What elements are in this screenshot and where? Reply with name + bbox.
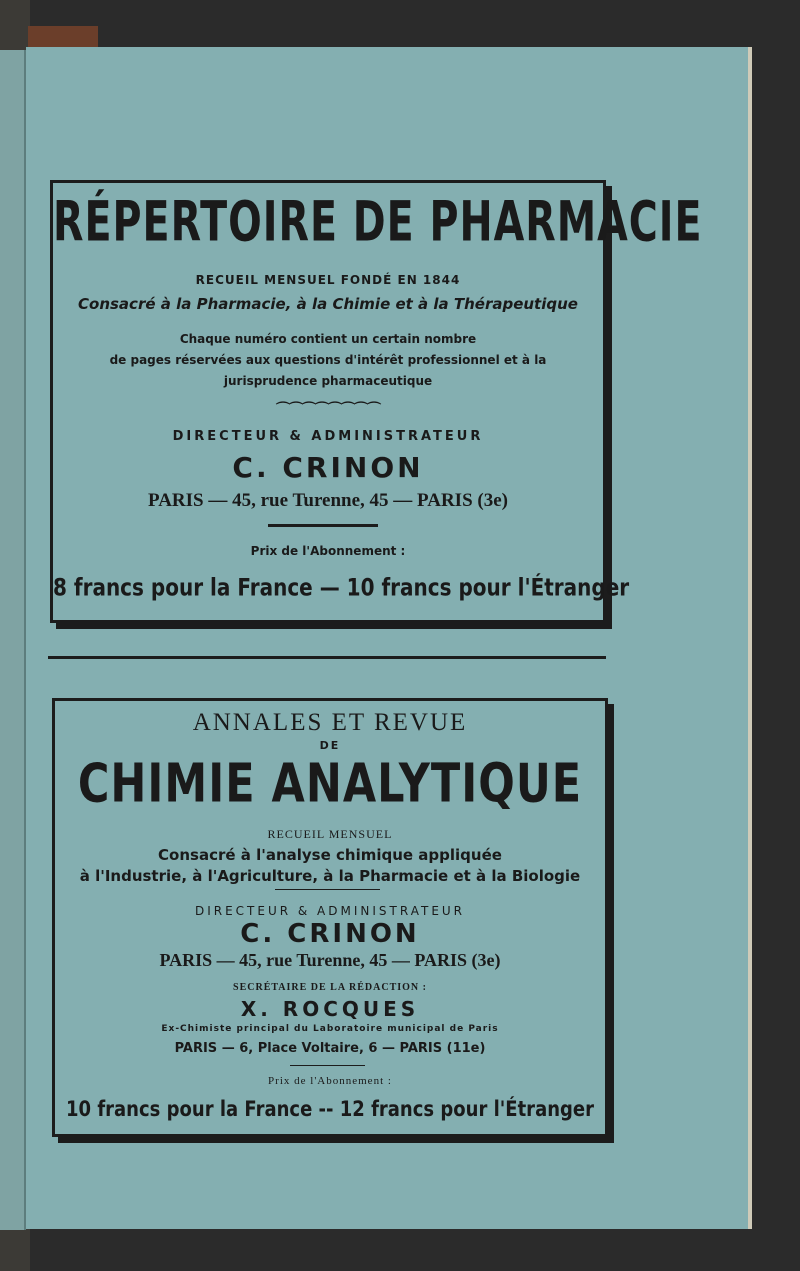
ad1-price: 8 francs pour la France — 10 francs pour l'Étranger [53, 572, 630, 602]
ad2-address: PARIS — 45, rue Turenne, 45 — PARIS (3e) [159, 950, 501, 970]
ad1-rule [268, 524, 378, 527]
previous-page-edge [0, 50, 26, 1230]
ad2-secretary-address: PARIS — 6, Place Voltaire, 6 — PARIS (11e) [174, 1041, 486, 1056]
ad1-role: DIRECTEUR & ADMINISTRATEUR [172, 429, 484, 444]
ad2-secretary-role: SECRÉTAIRE DE LA RÉDACTION : [233, 982, 427, 993]
ad1-description-line3: jurisprudence pharmaceutique [223, 374, 433, 388]
ad2-tagline-line1: Consacré à l'analyse chimique appliquée [158, 846, 502, 864]
page [26, 47, 752, 1229]
ad2-role: DIRECTEUR & ADMINISTRATEUR [194, 904, 466, 918]
ad2-tagline-line2: à l'Industrie, à l'Agriculture, à la Pharmacie et à la Biologie [79, 867, 581, 885]
advertisement-chimie-analytique [52, 698, 608, 1137]
ad2-rule-1 [275, 889, 380, 890]
ad2-director-name: C. CRINON [240, 919, 420, 949]
ad1-title: RÉPERTOIRE DE PHARMACIE [53, 190, 703, 255]
ad2-secretary-name: X. ROCQUES [240, 997, 420, 1021]
ad2-title-main: CHIMIE ANALYTIQUE [77, 752, 583, 816]
ornament-divider: ⌒⌒⌒⌒⌒⌒⌒⌒ [276, 402, 380, 418]
ad1-price-label: Prix de l'Abonnement : [250, 544, 406, 558]
section-divider [48, 656, 606, 659]
ad1-description [53, 329, 603, 392]
ad1-subtitle: RECUEIL MENSUEL FONDÉ EN 1844 [195, 273, 461, 287]
ad1-address: PARIS — 45, rue Turenne, 45 — PARIS (3e) [148, 490, 508, 511]
advertisement-repertoire-de-pharmacie [50, 180, 703, 623]
ad1-description-line2: de pages réservées aux questions d'intérêt professionnel et à la [109, 353, 547, 367]
ad2-rule-2 [290, 1065, 365, 1066]
ad1-description-line1: Chaque numéro contient un certain nombre [179, 332, 477, 346]
ad2-subtitle: RECUEIL MENSUEL [267, 827, 393, 841]
ad2-title-line2: DE [319, 739, 341, 752]
ad1-tagline: Consacré à la Pharmacie, à la Chimie et à la Thérapeutique [78, 295, 578, 313]
ad2-price-label: Prix de l'Abonnement : [268, 1075, 392, 1087]
ad2-title-line1: ANNALES ET REVUE [192, 709, 468, 736]
ad2-price: 10 francs pour la France -- 12 francs pour l'Étranger [66, 1096, 594, 1123]
binding-tab [28, 26, 98, 48]
ad2-secretary-title: Ex-Chimiste principal du Laboratoire municipal de Paris [161, 1024, 499, 1034]
ad1-director-name: C. CRINON [232, 451, 424, 484]
